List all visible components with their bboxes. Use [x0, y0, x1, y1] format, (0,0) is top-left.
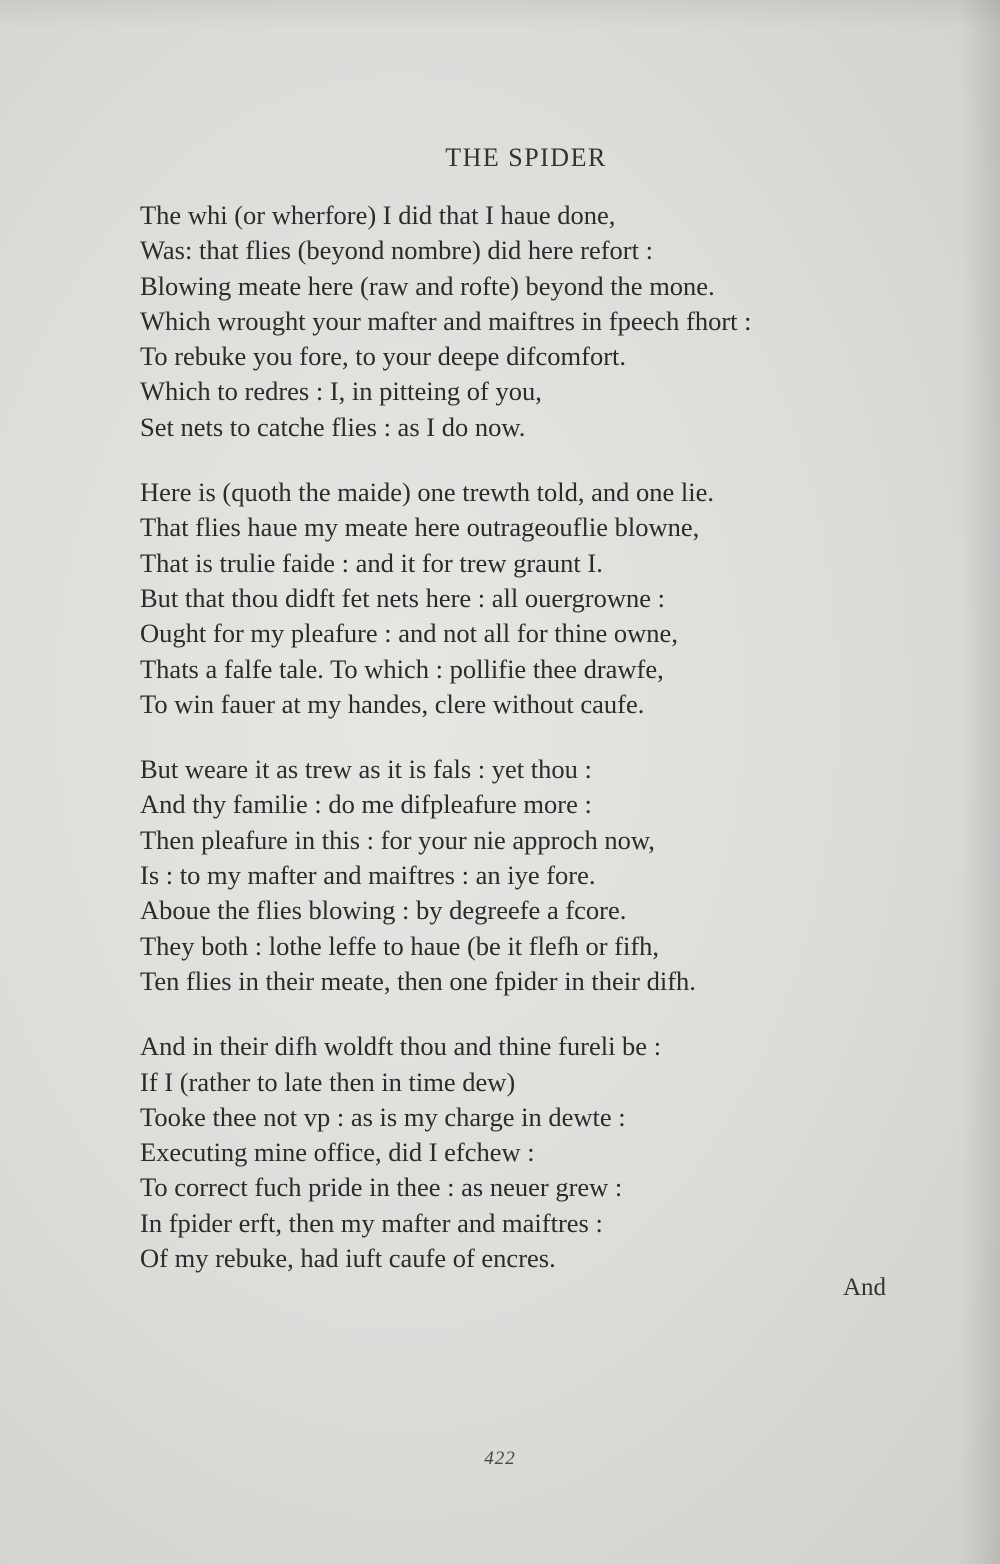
poem-line: Ten flies in their meate, then one fpider in their difh. [140, 965, 696, 996]
poem-line: Then pleafure in this : for your nie approch now, [140, 824, 655, 855]
poem-line: Executing mine office, did I efchew : [140, 1137, 535, 1168]
stanza-2 [140, 475, 940, 722]
page-edge-shadow [960, 0, 1000, 1564]
poem-body [140, 198, 940, 1306]
poem-line: To rebuke you fore, to your deepe difcomfort. [140, 341, 627, 372]
stanza-3 [140, 752, 940, 999]
catchword: And [842, 1274, 886, 1301]
poem-line: Aboue the flies blowing : by degreefe a fcore. [140, 895, 627, 926]
poem-line: Was: that flies (beyond nombre) did here refort : [140, 235, 653, 266]
page-title: THE SPIDER [445, 143, 607, 172]
poem-line: In fpider erft, then my mafter and maiftres : [140, 1207, 603, 1238]
poem-line: To win fauer at my handes, clere without caufe. [140, 688, 645, 719]
poem-line: Ought for my pleafure : and not all for thine owne, [140, 618, 678, 649]
poem-line: They both : lothe leffe to haue (be it flefh or fifh, [140, 930, 660, 961]
poem-line: Which wrought your mafter and maiftres in fpeech fhort : [140, 305, 752, 336]
poem-line: That is trulie faide : and it for trew graunt I. [140, 547, 603, 578]
poem-line: Thats a falfe tale. To which : pollifie thee drawfe, [140, 653, 664, 684]
poem-line: And thy familie : do me difpleafure more : [140, 789, 592, 820]
poem-line: Of my rebuke, had iuft caufe of encres. [140, 1243, 556, 1274]
poem-line: That flies haue my meate here outrageouflie blowne, [140, 512, 700, 543]
poem-line: The whi (or wherfore) I did that I haue done, [140, 200, 616, 230]
poem-line: Which to redres : I, in pitteing of you, [140, 376, 542, 407]
poem-line: But weare it as trew as it is fals : yet thou : [140, 754, 592, 785]
poem-line: Here is (quoth the maide) one trewth told, and one lie. [140, 477, 714, 508]
poem-line: Blowing meate here (raw and rofte) beyond the mone. [140, 270, 715, 301]
poem-line: If I (rather to late then in time dew) [140, 1066, 516, 1097]
poem-line: Tooke thee not vp : as is my charge in dewte : [140, 1101, 626, 1132]
poem-line: Set nets to catche flies : as I do now. [140, 411, 526, 442]
poem-line: Is : to my mafter and maiftres : an iye fore. [140, 860, 596, 891]
page-top-shadow [0, 0, 1000, 30]
stanza-4 [140, 1029, 940, 1276]
poem-line: But that thou didft fet nets here : all ouergrowne : [140, 582, 665, 613]
poem-line: To correct fuch pride in thee : as neuer grew : [140, 1172, 623, 1203]
stanza-1 [140, 198, 940, 445]
page-number: 422 [484, 1448, 516, 1469]
poem-line: And in their difh woldft thou and thine fureli be : [140, 1031, 662, 1062]
